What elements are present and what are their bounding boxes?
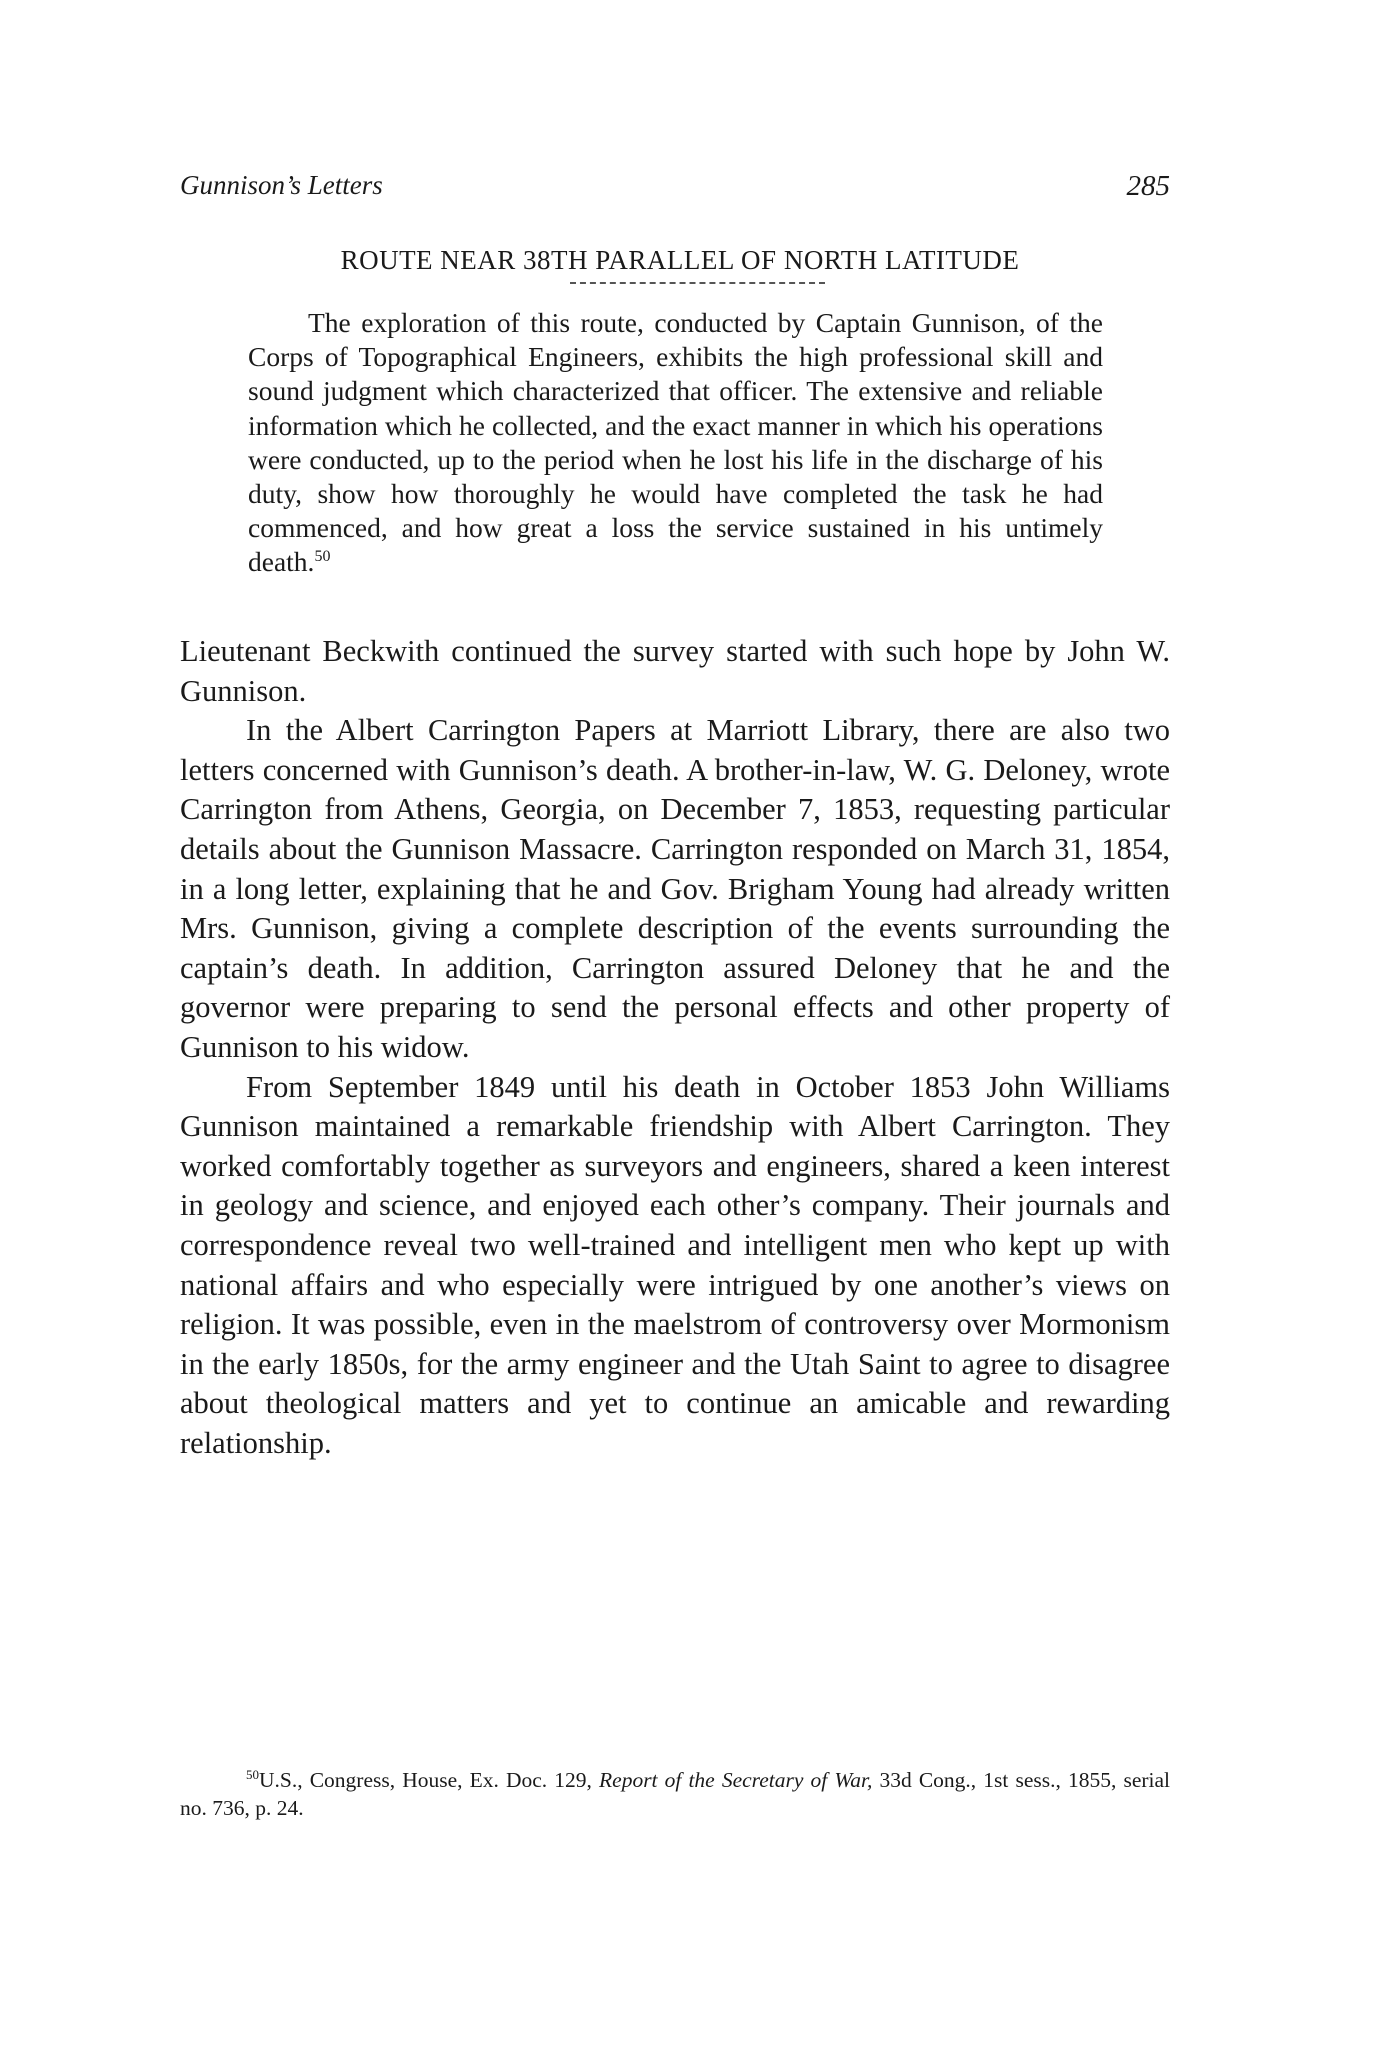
footnote-lead: U.S., Congress, House, Ex. Doc. 129, (259, 1768, 600, 1792)
dashed-rule (570, 282, 825, 284)
running-title: Gunnison’s Letters (180, 170, 383, 200)
footnote-number: 50 (246, 1766, 259, 1782)
body-paragraph: From September 1849 until his death in October 1853 John Williams Gunnison maintained a remarkable friendship with Albert Carrington. They worked comfortably together as surveyors and engineers, shared a keen interest in geology and science, and enjoyed each other’s company. Their journals and correspondence reveal two well-trained and intelligent men who kept up with national affairs and who especially were intrigued by one another’s views on religion. It was possible, even in the maelstrom of controversy over Mormonism in the early 1850s, for the army engineer and the Utah Saint to agree to disagree about theological matters and yet to continue an amicable and rewarding relationship. (180, 1069, 1170, 1460)
footnote-title: Report of the Secretary of War, (599, 1768, 873, 1792)
body-text (180, 632, 1170, 1463)
footnote-reference: 50 (314, 548, 331, 566)
body-paragraph: Lieutenant Beckwith continued the survey started with such hope by John W. Gunnison. (180, 634, 1170, 708)
quote-heading: ROUTE NEAR 38TH PARALLEL OF NORTH LATITUDE (340, 245, 1020, 275)
block-quote-text: The exploration of this route, conducted by Captain Gunnison, of the Corps of Topographical Engineers, exhibits the high professional skill and sound judgment which characterized that officer. The extensive and reliable information which he collected, and the exact manner in which his operations were conducted, up to the period when he lost his life in the discharge of his duty, show how thoroughly he would have completed the task he had commenced, and how great a loss the service sustained in his untimely death. (248, 307, 1103, 578)
page-number: 285 (1126, 170, 1170, 202)
footnote-tail: 33d Cong., 1st sess., 1855, serial no. 736, p. 24. (180, 1768, 1171, 1820)
body-paragraph: In the Albert Carrington Papers at Marriott Library, there are also two letters concerned with Gunnison’s death. A brother-in-law, W. G. Deloney, wrote Carrington from Athens, Georgia, on December 7, 1853, requesting particular details about the Gunnison Massacre. Carrington responded on March 31, 1854, in a long letter, explaining that he and Gov. Brigham Young had already written Mrs. Gunnison, giving a complete description of the events surrounding the captain’s death. In addition, Carrington assured Deloney that he and the governor were preparing to send the personal effects and other property of Gunnison to his widow. (180, 713, 1170, 1064)
block-quote (248, 306, 1103, 580)
running-head (180, 170, 1180, 210)
footnote (180, 1766, 1170, 1822)
